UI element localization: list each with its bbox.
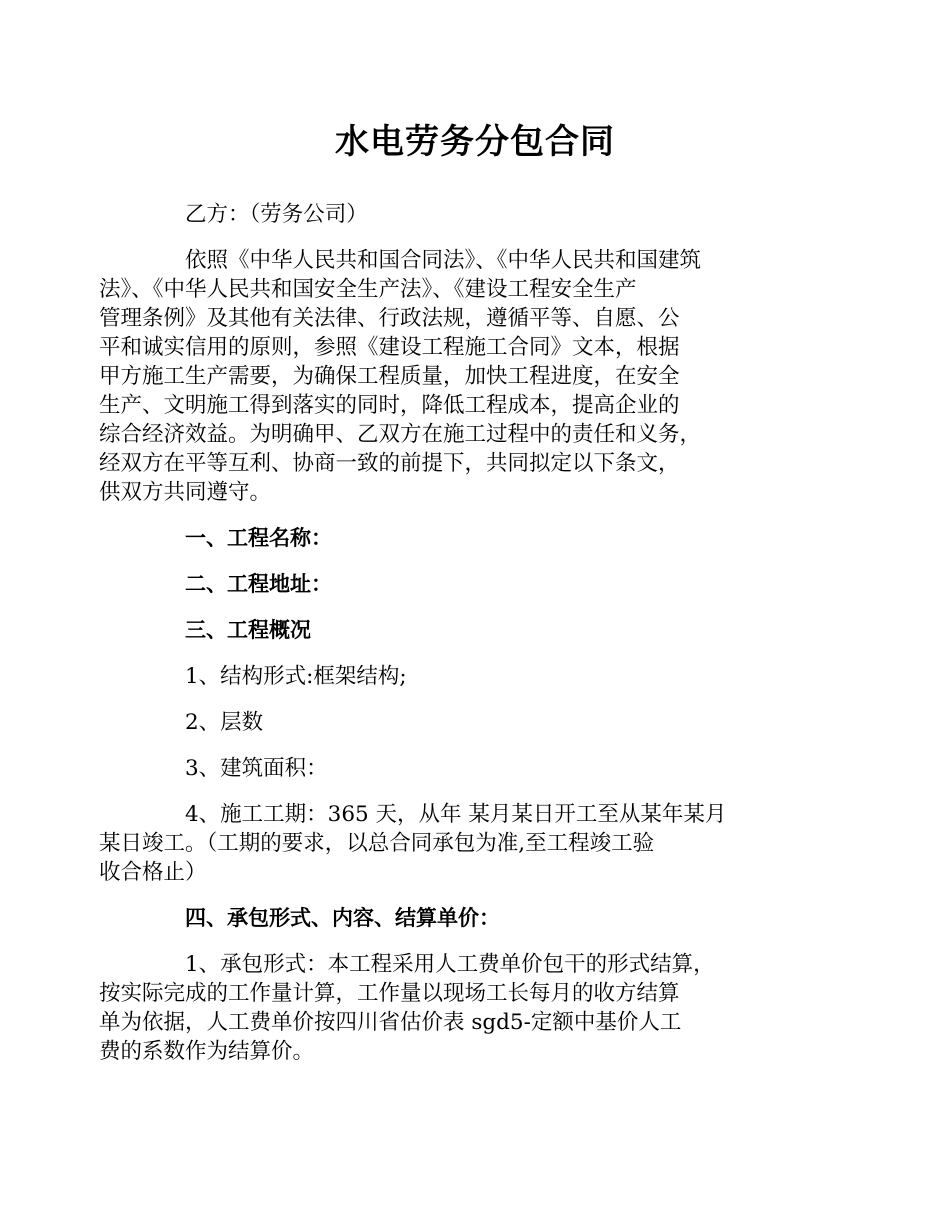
contract-form-line: 单为依据，人工费单价按四川省估价表 sgd5-定额中基价人工 bbox=[99, 1010, 682, 1035]
section-heading-contract-form: 四、承包形式、内容、结算单价： bbox=[185, 906, 500, 930]
document-title: 水电劳务分包合同 bbox=[335, 122, 615, 162]
party-b-line: 乙方：（劳务公司） bbox=[185, 202, 368, 227]
preamble-line: 管理条例》及其他有关法律、行政法规，遵循平等、自愿、公 bbox=[99, 306, 680, 331]
section-heading-project-overview: 三、工程概况 bbox=[185, 618, 311, 642]
period-line: 某日竣工。（工期的要求，以总合同承包为准,至工程竣工验 bbox=[99, 831, 655, 856]
item-structure-form: 1、结构形式:框架结构; bbox=[185, 664, 407, 689]
preamble-paragraph bbox=[99, 246, 832, 507]
document-body bbox=[99, 200, 832, 1083]
item-construction-period bbox=[99, 800, 832, 887]
period-line: 收合格止） bbox=[99, 860, 207, 885]
preamble-line: 供双方共同遵守。 bbox=[99, 480, 272, 505]
section-heading-project-name: 一、工程名称： bbox=[185, 526, 332, 550]
period-line: 4、施工工期：365 天，从年 某月某日开工至从某年某月 bbox=[185, 802, 727, 827]
item-floors: 2、层数 bbox=[185, 710, 264, 735]
preamble-line: 经双方在平等互利、协商一致的前提下，共同拟定以下条文， bbox=[99, 451, 680, 476]
contract-form-line: 按实际完成的工作量计算，工作量以现场工长每月的收方结算 bbox=[99, 981, 680, 1006]
preamble-line: 法》、《中华人民共和国安全生产法》、《建设工程安全生产 bbox=[99, 277, 637, 302]
preamble-line: 生产、文明施工得到落实的同时，降低工程成本，提高企业的 bbox=[99, 393, 680, 418]
preamble-line: 甲方施工生产需要，为确保工程质量，加快工程进度，在安全 bbox=[99, 364, 680, 389]
preamble-line: 综合经济效益。为明确甲、乙双方在施工过程中的责任和义务， bbox=[99, 422, 702, 447]
contract-form-line: 费的系数作为结算价。 bbox=[99, 1039, 315, 1064]
preamble-line: 平和诚实信用的原则，参照《建设工程施工合同》文本，根据 bbox=[99, 335, 680, 360]
item-contract-form bbox=[99, 950, 832, 1066]
item-building-area: 3、建筑面积： bbox=[185, 756, 328, 781]
section-heading-project-address: 二、工程地址： bbox=[185, 572, 332, 596]
preamble-line: 依照《中华人民共和国合同法》、《中华人民共和国建筑 bbox=[185, 248, 702, 273]
contract-form-line: 1、承包形式：本工程采用人工费单价包干的形式结算， bbox=[185, 952, 715, 977]
